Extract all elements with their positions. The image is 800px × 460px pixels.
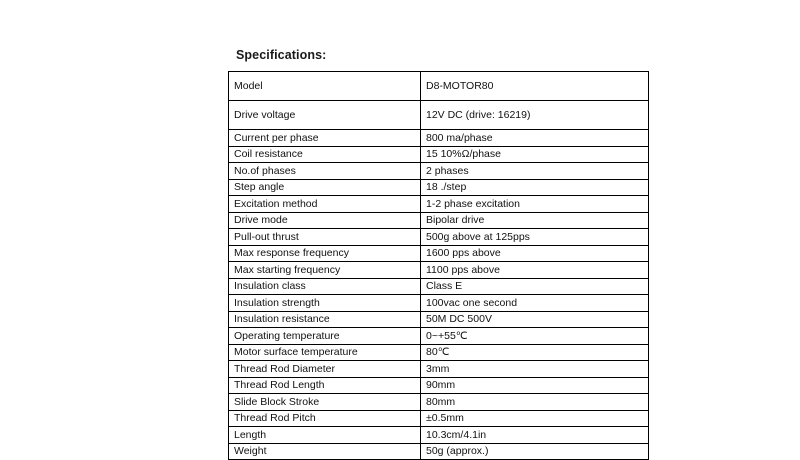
spec-label: Coil resistance — [229, 146, 421, 163]
spec-value: 800 ma/phase — [421, 130, 649, 147]
spec-value: ±0.5mm — [421, 410, 649, 427]
table-row — [229, 163, 649, 180]
table-row — [229, 311, 649, 328]
table-row — [229, 344, 649, 361]
spec-value: 1100 pps above — [421, 262, 649, 279]
table-row — [229, 196, 649, 213]
table-row — [229, 295, 649, 312]
spec-label: Drive mode — [229, 212, 421, 229]
spec-label: Insulation resistance — [229, 311, 421, 328]
spec-value: 80mm — [421, 394, 649, 411]
table-row — [229, 443, 649, 460]
spec-value: 80℃ — [421, 344, 649, 361]
spec-value: 50M DC 500V — [421, 311, 649, 328]
spec-value: 3mm — [421, 361, 649, 378]
specifications-table-body — [229, 72, 649, 460]
table-row — [229, 212, 649, 229]
table-row — [229, 278, 649, 295]
spec-label: Insulation class — [229, 278, 421, 295]
spec-label: Excitation method — [229, 196, 421, 213]
spec-value: 12V DC (drive: 16219) — [421, 101, 649, 130]
spec-label: Motor surface temperature — [229, 344, 421, 361]
specifications-block — [228, 48, 628, 460]
spec-label: Weight — [229, 443, 421, 460]
spec-value: 15 10%Ω/phase — [421, 146, 649, 163]
spec-label: Thread Rod Diameter — [229, 361, 421, 378]
spec-value: 50g (approx.) — [421, 443, 649, 460]
spec-value: 0~+55℃ — [421, 328, 649, 345]
specifications-table — [228, 71, 649, 460]
table-row — [229, 179, 649, 196]
spec-label: Drive voltage — [229, 101, 421, 130]
spec-value: 100vac one second — [421, 295, 649, 312]
spec-label: Max response frequency — [229, 245, 421, 262]
table-row — [229, 101, 649, 130]
spec-label: Max starting frequency — [229, 262, 421, 279]
spec-value: Bipolar drive — [421, 212, 649, 229]
table-row — [229, 262, 649, 279]
spec-label: Thread Rod Length — [229, 377, 421, 394]
table-row — [229, 377, 649, 394]
table-row — [229, 410, 649, 427]
table-row — [229, 146, 649, 163]
spec-value: 10.3cm/4.1in — [421, 427, 649, 444]
spec-label: Pull-out thrust — [229, 229, 421, 246]
spec-value: 500g above at 125pps — [421, 229, 649, 246]
spec-label: Model — [229, 72, 421, 101]
spec-value: 1-2 phase excitation — [421, 196, 649, 213]
spec-label: Length — [229, 427, 421, 444]
spec-label: Step angle — [229, 179, 421, 196]
spec-value: 90mm — [421, 377, 649, 394]
spec-value: 1600 pps above — [421, 245, 649, 262]
table-row — [229, 130, 649, 147]
spec-value: 18 ./step — [421, 179, 649, 196]
spec-value: 2 phases — [421, 163, 649, 180]
spec-value: D8-MOTOR80 — [421, 72, 649, 101]
table-row — [229, 245, 649, 262]
spec-label: Insulation strength — [229, 295, 421, 312]
page-title: Specifications: — [236, 48, 327, 62]
table-row — [229, 394, 649, 411]
table-row — [229, 361, 649, 378]
table-row — [229, 328, 649, 345]
spec-label: No.of phases — [229, 163, 421, 180]
spec-label: Operating temperature — [229, 328, 421, 345]
table-row — [229, 427, 649, 444]
spec-label: Thread Rod Pitch — [229, 410, 421, 427]
spec-value: Class E — [421, 278, 649, 295]
spec-label: Current per phase — [229, 130, 421, 147]
table-row — [229, 229, 649, 246]
table-row — [229, 72, 649, 101]
spec-label: Slide Block Stroke — [229, 394, 421, 411]
